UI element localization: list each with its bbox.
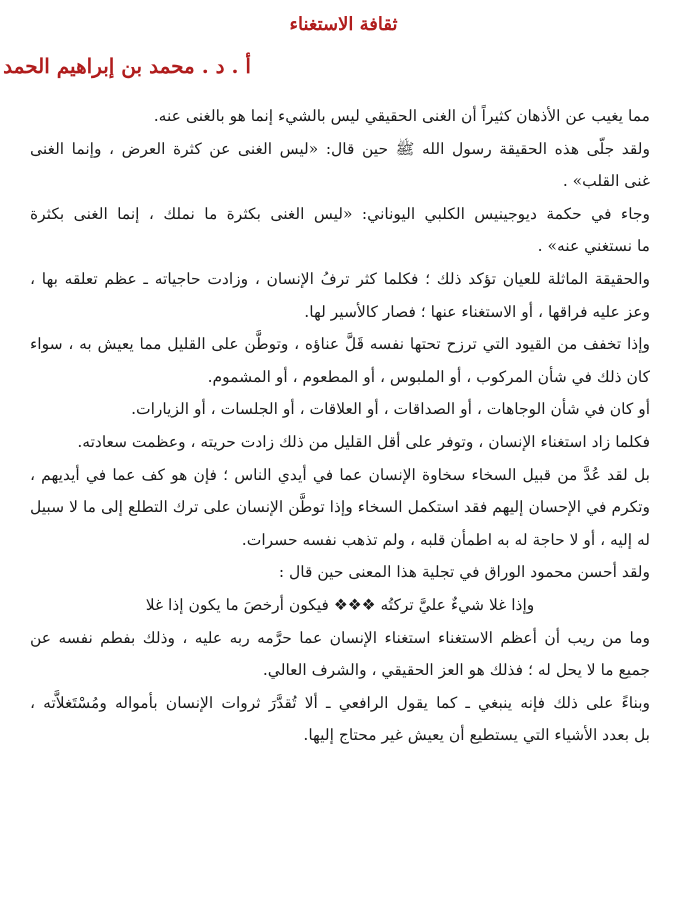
text-line: غنى القلب» . <box>562 172 650 191</box>
text-line: أو كان في شأن الوجاهات ، أو الصداقات ، أو العلاقات ، أو الجلسات ، أو الزيارات. <box>131 400 650 419</box>
text-line: وعز عليه فراقها ، أو الاستغناء عنها ؛ فصار كالأسير لها. <box>304 302 650 321</box>
text-line: بل بعدد الأشياء التي يستطيع أن يعيش غير محتاج إليها. <box>303 726 650 745</box>
article-body <box>30 100 650 752</box>
text-line: وإذا غلا شيءٌ عليَّ تركتُه ❖❖❖ فيكون أرخصَ ما يكون إذا غلا <box>145 595 535 614</box>
text-line: والحقيقة الماثلة للعيان تؤكد ذلك ؛ فكلما كثر ترفُ الإنسان ، وزادت حاجياته ـ عظم تعلقه بها ، <box>30 269 650 288</box>
text-line: بل لقد عُدَّ من قبيل السخاء سخاوة الإنسان عما في أيدي الناس ؛ فإن هو كف عما في أيديهم ، <box>30 465 650 484</box>
text-line: وإذا تخفف من القيود التي ترزح تحتها نفسه قَلَّ عناؤه ، وتوطَّن على القليل مما يعيش به ، سواء <box>30 335 650 354</box>
text-line: فكلما زاد استغناء الإنسان ، وتوفر على أقل القليل من ذلك زادت حريته ، وعظمت سعادته. <box>77 432 650 451</box>
text-line: مما يغيب عن الأذهان كثيراً أن الغنى الحقيقي ليس بالشيء إنما هو بالغنى عنه. <box>153 107 650 125</box>
article-title: ثقافة الاستغناء <box>289 14 398 35</box>
text-line: له إليه ، أو لا حاجة له به اطمأن قلبه ، ولم تذهب نفسه حسرات. <box>241 530 650 549</box>
text-line: كان ذلك في شأن المركوب ، أو الملبوس ، أو المطعوم ، أو المشموم. <box>207 367 650 386</box>
text-line: ولقد جلّى هذه الحقيقة رسول الله ﷺ حين قال: «ليس الغنى عن كثرة العرض ، وإنما الغنى <box>30 139 650 158</box>
text-line: وما من ريب أن أعظم الاستغناء استغناء الإنسان عما حرَّمه ربه عليه ، وذلك بفطم نفسه عن <box>30 628 650 647</box>
text-line: وجاء في حكمة ديوجينيس الكلبي اليوناني: «ليس الغنى بكثرة ما نملك ، إنما الغنى بكثرة <box>30 204 650 223</box>
text-line: وتكرم في الإحسان إليهم فقد استكمل السخاء وإذا توطَّن الإنسان على ترك التطلع إلى ما لا سبيل <box>30 498 650 517</box>
text-line: ولقد أحسن محمود الوراق في تجلية هذا المعنى حين قال : <box>278 563 650 582</box>
text-line: وبناءً على ذلك فإنه ينبغي ـ كما يقول الرافعي ـ ألا تُقدَّرَ ثروات الإنسان بأمواله ومُسْتَغلاَّته ، <box>30 693 650 712</box>
text-line: ما نستغني عنه» . <box>537 237 650 256</box>
text-line: جميع ما لا يحل له ؛ فذلك هو العز الحقيقي ، والشرف العالي. <box>262 661 650 680</box>
article-author: أ . د . محمد بن إبراهيم الحمد <box>3 54 251 78</box>
